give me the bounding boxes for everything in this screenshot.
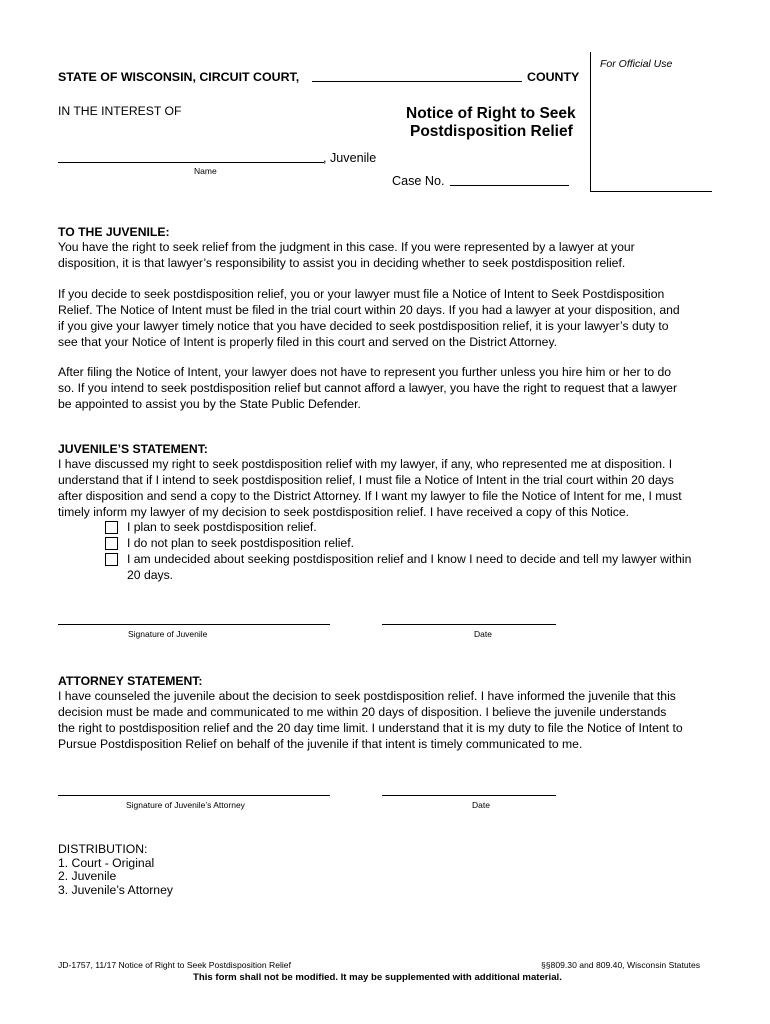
statement-line: timely inform my lawyer of my decision to seek postdisposition relief. I have received a copy of this Notice.: [58, 505, 630, 519]
form-title-line2: Postdisposition Relief: [410, 123, 573, 140]
undecided-line: 20 days.: [127, 568, 174, 582]
juvenile-p1-line: You have the right to seek relief from the judgment in this case. If you were represented by a lawyer at your: [58, 240, 635, 254]
attorney-date-field[interactable]: [382, 795, 556, 796]
not-plan-checkbox[interactable]: [105, 537, 118, 550]
distribution-item: 2. Juvenile: [58, 869, 117, 883]
juvenile-p2: [58, 286, 680, 350]
official-use-label: For Official Use: [600, 58, 673, 70]
plan-seek-checkbox[interactable]: [105, 521, 118, 534]
statement-line: after disposition and send a copy to the District Attorney. If I want my lawyer to file the Notice of Intent for me, I must: [58, 489, 682, 503]
juvenile-p3-line: be appointed to assist you by the State Public Defender.: [58, 397, 361, 411]
case-no-field[interactable]: [450, 185, 569, 186]
undecided-line: I am undecided about seeking postdisposition relief and I know I need to decide and tell my lawyer within: [127, 552, 692, 566]
attorney-line: Pursue Postdisposition Relief on behalf of the juvenile if that intent is timely communicated to me.: [58, 737, 583, 751]
undecided-checkbox[interactable]: [105, 553, 118, 566]
juvenile-p3: [58, 364, 677, 412]
statement-body: [58, 456, 682, 520]
juvenile-heading: TO THE JUVENILE:: [58, 225, 170, 239]
juvenile-p2-line: If you decide to seek postdisposition relief, you or your lawyer must file a Notice of Intent to Seek Postdisposition: [58, 287, 665, 301]
juvenile-p2-line: if you give your lawyer timely notice that you have decided to seek postdisposition relief, it is your lawyer’s duty to: [58, 319, 669, 333]
attorney-date-label: Date: [472, 800, 490, 810]
juvenile-p2-line: see that your Notice of Intent is properly filed in this court and served on the District Attorney.: [58, 335, 558, 349]
attorney-heading: ATTORNEY STATEMENT:: [58, 674, 203, 688]
attorney-line: decision must be made and communicated to me within 20 days of disposition. I believe the juvenile understands: [58, 705, 667, 719]
juvenile-date-label: Date: [474, 629, 492, 639]
distribution-list: [58, 843, 173, 897]
official-use-box-border: [590, 52, 591, 192]
juvenile-p2-line: Relief. The Notice of Intent must be filed in the trial court within 20 days. If you had a lawyer at your disposition, and: [58, 303, 680, 317]
attorney-body: [58, 688, 683, 752]
statement-line: understand that if I intend to seek postdisposition relief, I must file a Notice of Intent in the trial court within 20 days: [58, 473, 674, 487]
form-id: JD-1757, 11/17 Notice of Right to Seek Postdisposition Relief: [58, 960, 291, 970]
juvenile-signature-label: Signature of Juvenile: [128, 629, 208, 639]
attorney-signature-label: Signature of Juvenile’s Attorney: [126, 800, 245, 810]
official-use-box-bottom: [590, 191, 712, 192]
statutes: §§809.30 and 809.40, Wisconsin Statutes: [541, 960, 701, 970]
juvenile-name-field[interactable]: [58, 162, 324, 163]
distribution-item: 1. Court - Original: [58, 855, 155, 870]
court-prefix: STATE OF WISCONSIN, CIRCUIT COURT,: [58, 70, 300, 84]
juvenile-suffix: , Juvenile: [323, 151, 377, 165]
case-no-label: Case No.: [392, 174, 445, 188]
statement-heading: JUVENILE’S STATEMENT:: [58, 442, 208, 456]
juvenile-p3-line: After filing the Notice of Intent, your lawyer does not have to represent you further unless you hire him or her to do: [58, 365, 672, 379]
juvenile-p1: [58, 239, 635, 271]
attorney-line: I have counseled the juvenile about the decision to seek postdisposition relief. I have informed the juvenile that this: [58, 689, 676, 703]
county-label: COUNTY: [527, 70, 580, 84]
attorney-line: the right to postdisposition relief and the 20 day time limit. I understand that it is my duty to file the Notice of Intent to: [58, 721, 683, 735]
form-title-line1: Notice of Right to Seek: [406, 105, 576, 122]
not-plan-label: I do not plan to seek postdisposition relief.: [127, 536, 354, 550]
interest-of-label: IN THE INTEREST OF: [58, 104, 182, 118]
juvenile-p3-line: so. If you intend to seek postdisposition relief but cannot afford a lawyer, you have the right to request that a lawyer: [58, 381, 677, 395]
distribution-heading: DISTRIBUTION:: [58, 842, 148, 856]
juvenile-p1-line: disposition, it is that lawyer’s responsibility to assist you in deciding whether to seek postdisposition relief.: [58, 256, 626, 270]
attorney-signature-field[interactable]: [58, 795, 330, 796]
plan-seek-label: I plan to seek postdisposition relief.: [127, 520, 317, 534]
modification-notice: This form shall not be modified. It may be supplemented with additional material.: [193, 972, 562, 983]
name-label: Name: [194, 166, 217, 176]
statement-line: I have discussed my right to seek postdisposition relief with my lawyer, if any, who represented me at disposition. I: [58, 457, 673, 471]
county-field[interactable]: [312, 81, 522, 82]
juvenile-date-field[interactable]: [382, 624, 556, 625]
undecided-label: [127, 551, 691, 583]
distribution-item: 3. Juvenile’s Attorney: [58, 882, 173, 897]
juvenile-signature-field[interactable]: [58, 624, 330, 625]
